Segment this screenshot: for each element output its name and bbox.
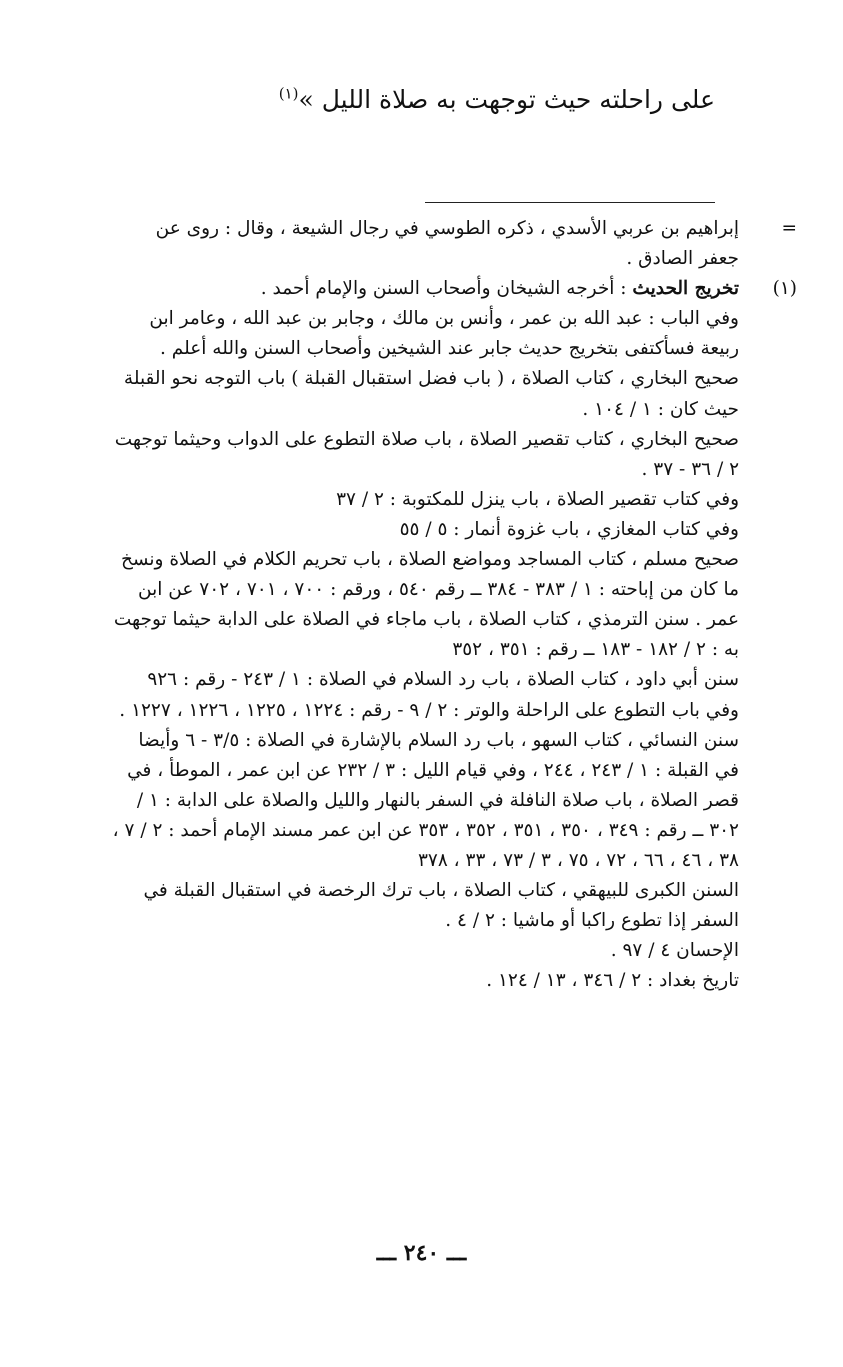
footnote-paragraph: السنن الكبرى للبيهقي ، كتاب الصلاة ، باب ترك الرخصة في استقبال القبلة في السفر إذا تطوع راكبا أو ماشيا : ٢ / ٤ .	[143, 880, 739, 932]
footnote-paragraph: وفي كتاب المغازي ، باب غزوة أنمار : ٥ / ٥٥	[399, 518, 739, 540]
footnote-paragraph: سنن أبي داود ، كتاب الصلاة ، باب رد السلام في الصلاة : ١ / ٢٤٣ - رقم : ٩٢٦ وفي باب التطوع على الراحلة والوتر : ٢ / ٩ - رقم : ١٢٢٤ ، ١٢٢٥ ، ١٢٢٦ ، ١٢٢٧ .	[119, 669, 739, 721]
footnote-continuation	[111, 214, 797, 274]
footnote-1-text: : أخرجه الشيخان وأصحاب السنن والإمام أحمد .	[260, 278, 633, 300]
footnotes-block	[111, 214, 797, 996]
footnote-1-marker: (١)	[772, 278, 797, 300]
footnote-paragraph: سنن النسائي ، كتاب السهو ، باب رد السلام بالإشارة في الصلاة : ٣/٥ - ٦ وأيضا في القبلة : ١ / ٢٤٣ ، ٢٤٤ ، وفي قيام الليل : ٣ / ٢٣٢ عن ابن عمر ، الموطأ ، في قصر الصلاة ، باب صلاة النافلة في السفر بالنهار والليل والصلاة على الدابة : ١ / ٣٠٢ ــ رقم : ٣٤٩ ، ٣٥٠ ، ٣٥١ ، ٣٥٢ ، ٣٥٣ عن ابن عمر مسند الإمام أحمد : ٢ / ٧ ، ٣٨ ، ٤٦ ، ٦٦ ، ٧٢ ، ٧٥ ، ٣ / ٧٣ ، ٣٣ ، ٣٧٨	[112, 729, 739, 871]
footnote-paragraph: إبراهيم بن عربي الأسدي ، ذكره الطوسي في رجال الشيعة ، وقال : روى عن جعفر الصادق .	[155, 218, 739, 270]
footnote-paragraph: صحيح البخاري ، كتاب الصلاة ، ( باب فضل استقبال القبلة ) باب التوجه نحو القبلة حيث كان : ١ / ١٠٤ .	[123, 368, 739, 420]
continuation-marker: =	[781, 218, 797, 239]
footnote-1-lead	[111, 274, 739, 304]
footnote-separator	[425, 202, 715, 203]
footnote-paragraph: تاريخ بغداد : ٢ / ٣٤٦ ، ١٣ / ١٢٤ .	[486, 970, 739, 992]
main-text: على راحلته حيث توجهت به صلاة الليل »	[298, 85, 715, 114]
main-text-line	[55, 76, 715, 124]
footnote-paragraph: الإحسان ٤ / ٩٧ .	[610, 940, 739, 962]
footnote-paragraph: صحيح البخاري ، كتاب تقصير الصلاة ، باب صلاة التطوع على الدواب وحيثما توجهت ٢ / ٣٦ - ٣٧ .	[114, 428, 739, 480]
footnote-1-label: تخريج الحديث	[632, 278, 739, 300]
page-number: ـــ ٢٤٠ ـــ	[376, 1240, 467, 1266]
footnote-paragraph: صحيح مسلم ، كتاب المساجد ومواضع الصلاة ، باب تحريم الكلام في الصلاة ونسخ ما كان من إباحته : ١ / ٣٨٣ - ٣٨٤ ــ رقم ٥٤٠ ، ورقم : ٧٠٠ ، ٧٠١ ، ٧٠٢ عن ابن عمر . سنن الترمذي ، كتاب الصلاة ، باب ماجاء في الصلاة على الدابة حيثما توجهت به : ٢ / ١٨٢ - ١٨٣ ــ رقم : ٣٥١ ، ٣٥٢	[113, 549, 739, 661]
footnote-paragraph: وفي الباب : عبد الله بن عمر ، وأنس بن مالك ، وجابر بن عبد الله ، وعامر ابن ربيعة فسأكتفى بتخريج حديث جابر عند الشيخين وأصحاب السنن والله أعلم .	[149, 308, 739, 360]
footnote-1	[111, 274, 797, 304]
footnote-paragraph: وفي كتاب تقصير الصلاة ، باب ينزل للمكتوبة : ٢ / ٣٧	[336, 488, 739, 510]
footnote-reference: (١)	[278, 84, 299, 103]
